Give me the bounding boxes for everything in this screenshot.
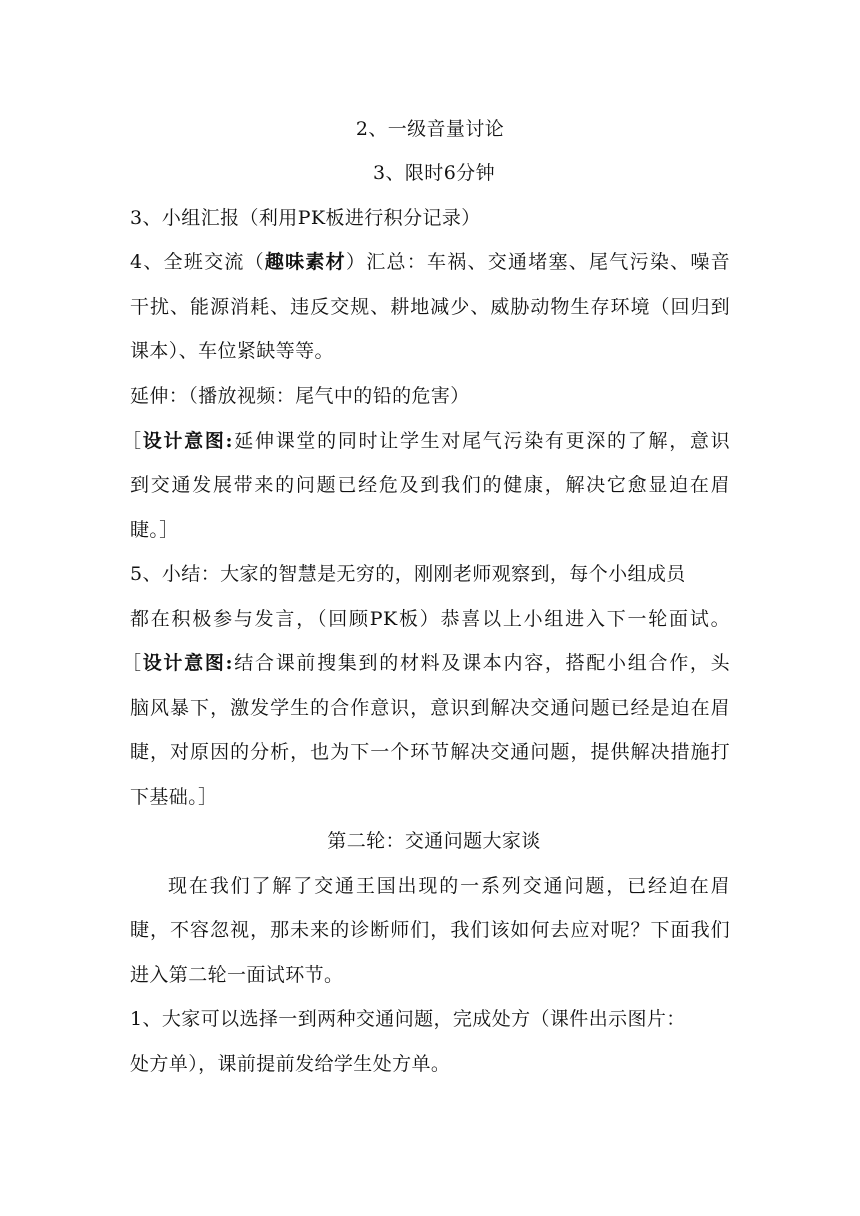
paragraph-line: 处方单），课前提前发给学生处方单。	[130, 1053, 451, 1075]
step-group-report: 3、小组汇报（利用PK板进行积分记录）	[130, 207, 481, 229]
paragraph-line: 课本）、车位紧缺等等。	[130, 340, 334, 362]
step-prescription: 1、大家可以选择一到两种交通问题，完成处方（课件出示图片：	[130, 1008, 686, 1030]
paragraph-line: 干扰、能源消耗、违反交规、耕地减少、威胁动物生存环境（回归到	[130, 296, 730, 318]
section-heading: 第二轮：交通问题大家谈	[327, 830, 541, 852]
design-intent-label: 设计意图:	[142, 652, 233, 674]
paragraph-line: 进入第二轮一面试环节。	[130, 964, 344, 986]
summary-line: 5、小结：大家的智慧是无穷的，刚刚老师观察到，每个小组成员	[130, 563, 686, 585]
step-time-limit: 3、限时6分钟	[373, 162, 495, 184]
extension-line: 延伸：（播放视频：尾气中的铅的危害）	[130, 385, 470, 407]
paragraph-line: 睫，对原因的分析，也为下一个环节解决交通问题，提供解决措施打	[130, 741, 730, 763]
step-volume: 2、一级音量讨论	[355, 118, 505, 140]
paragraph-line: 下基础。］	[130, 786, 218, 808]
design-intent-1: ［设计意图:延伸课堂的同时让学生对尾气污染有更深的了解，意识	[122, 430, 731, 452]
step-class-exchange: 4、全班交流（趣味素材）汇总：车祸、交通堵塞、尾气污染、噪音	[130, 251, 731, 273]
design-intent-label: 设计意图:	[142, 430, 233, 452]
paragraph-line: 睫。］	[130, 519, 179, 541]
paragraph-line: 到交通发展带来的问题已经危及到我们的健康，解决它愈显迫在眉	[130, 474, 730, 496]
paragraph-line: 现在我们了解了交通王国出现的一系列交通问题，已经迫在眉	[168, 875, 730, 897]
paragraph-line: 睫，不容忽视，那未来的诊断师们，我们该如何去应对呢？下面我们	[130, 919, 730, 941]
bold-term: 趣味素材	[264, 251, 346, 273]
paragraph-line: 脑风暴下，激发学生的合作意识，意识到解决交通问题已经是迫在眉	[130, 697, 730, 719]
design-intent-2: ［设计意图:结合课前搜集到的材料及课本内容，搭配小组合作，头	[122, 652, 731, 674]
paragraph-line: 都在积极参与发言，（回顾PK板）恭喜以上小组进入下一轮面试。	[130, 608, 730, 630]
